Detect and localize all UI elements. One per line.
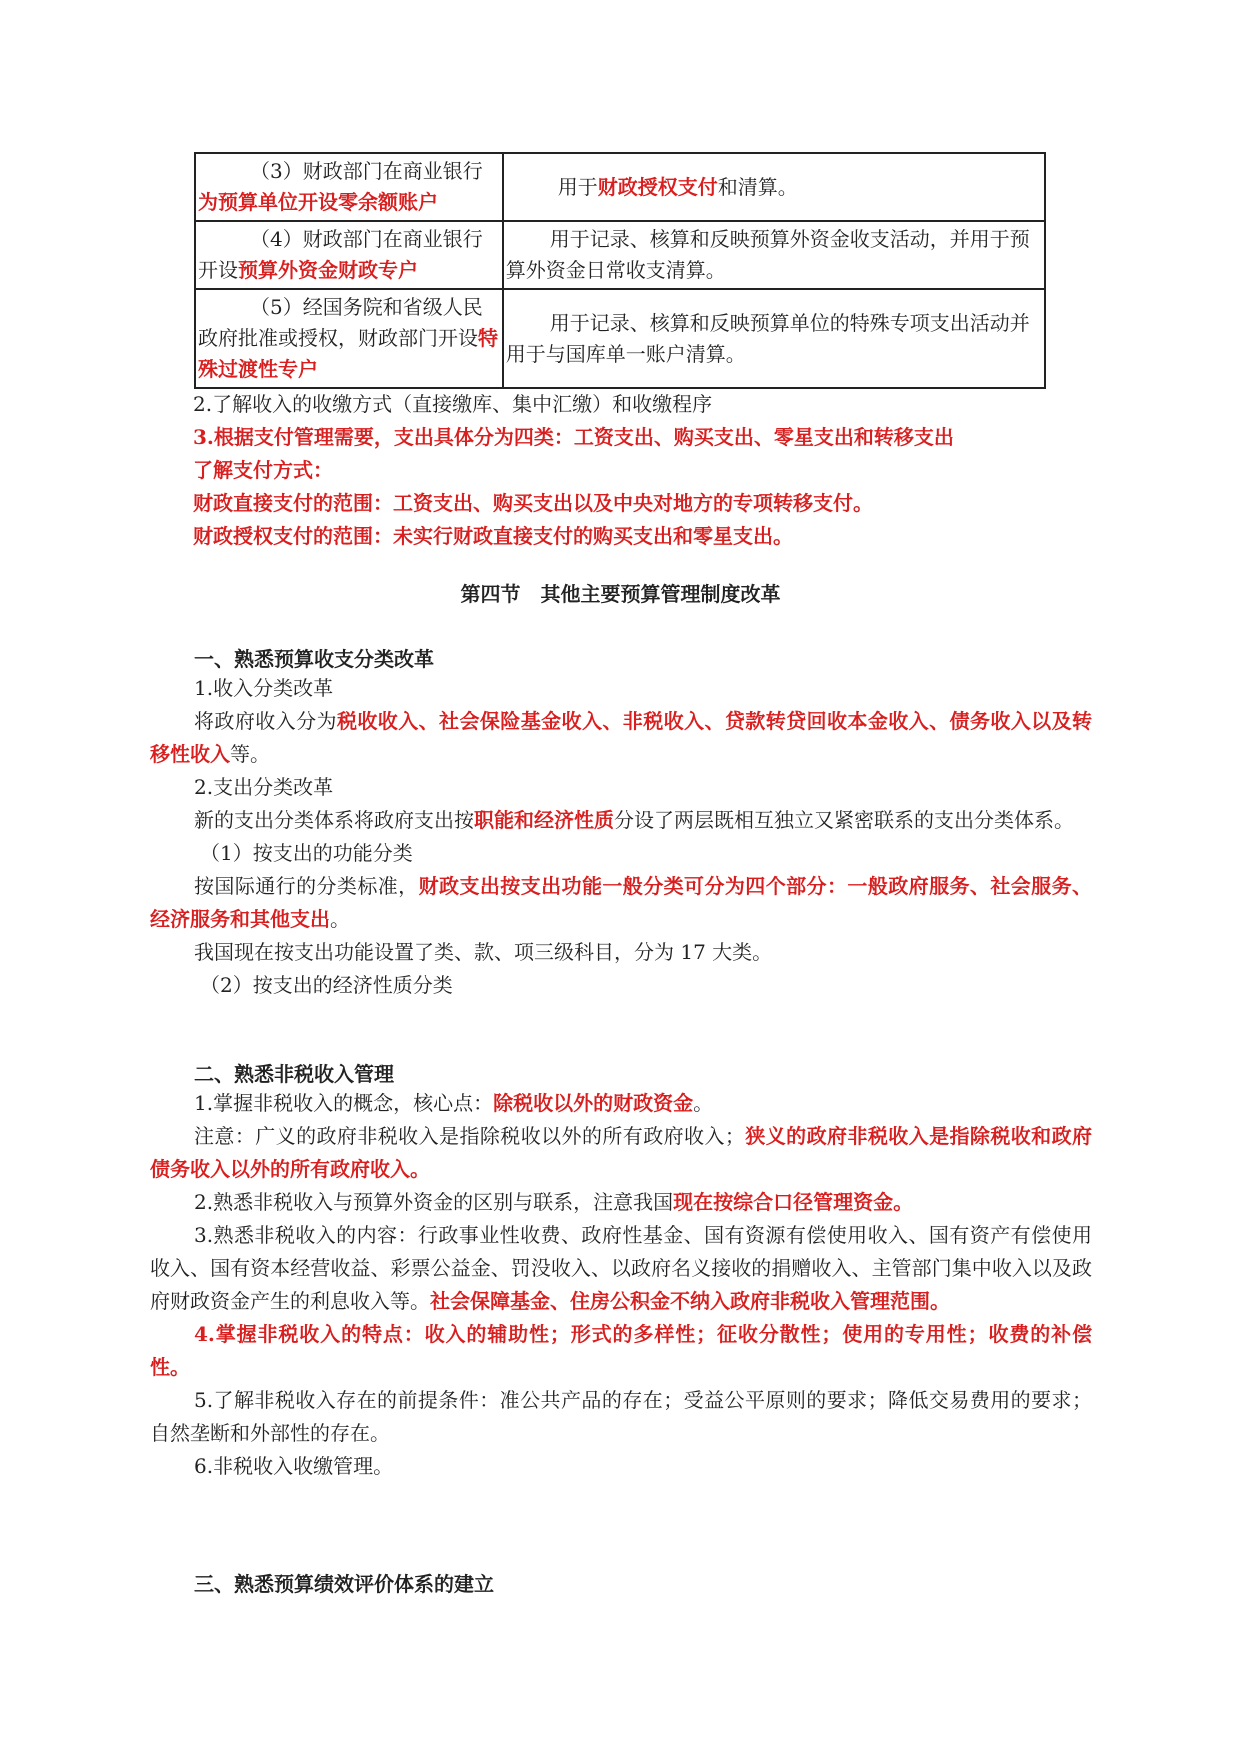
highlight-span: 社会保障基金、住房公积金不纳入政府非税收入管理范围。: [430, 1289, 950, 1313]
part2-heading: 二、熟悉非税收入管理: [194, 1062, 394, 1086]
table-row: [195, 153, 1045, 221]
paragraph: [150, 1087, 1092, 1120]
paragraph: 6.非税收入收缴管理。: [194, 1454, 394, 1478]
cell-highlight: 为预算单位开设零余额账户: [198, 190, 438, 214]
highlight-span: 狭义的政府非税收入是指除税收和政府债务收入以外的所有政府收入。: [150, 1124, 1093, 1181]
paragraph: [150, 1186, 1092, 1219]
cell-highlight: 特殊过渡性专户: [198, 326, 498, 381]
highlight-line: 财政直接支付的范围：工资支出、购买支出以及中央对地方的专项转移支付。: [193, 491, 873, 515]
table-row: [195, 289, 1045, 388]
highlight-paragraph: 4.掌握非税收入的特点：收入的辅助性；形式的多样性；征收分散性；使用的专用性；收费的补偿性。: [150, 1322, 1092, 1379]
paragraph: 我国现在按支出功能设置了类、款、项三级科目，分为 17 大类。: [194, 940, 773, 964]
table-cell: [195, 221, 503, 289]
text-span: 1.掌握非税收入的概念，核心点：: [194, 1091, 494, 1115]
section-title: 第四节 其他主要预算管理制度改革: [460, 582, 781, 606]
highlight-span: 税收收入、社会保险基金收入、非税收入、贷款转贷回收本金收入、债务收入以及转移性收入: [150, 709, 1093, 766]
table-cell: [503, 221, 1045, 289]
text-line: 2.了解收入的收缴方式（直接缴库、集中汇缴）和收缴程序: [193, 392, 713, 416]
part1-heading: 一、熟悉预算收支分类改革: [194, 647, 434, 671]
cell-highlight: 预算外资金财政专户: [238, 258, 418, 282]
cell-text: （4）财政部门在商业银行: [250, 227, 483, 251]
text-span: 注意：广义的政府非税收入是指除税收以外的所有政府收入；: [194, 1124, 745, 1148]
highlight-line: 了解支付方式：: [193, 458, 333, 482]
highlight-span: 财政支出按支出功能一般分类可分为四个部分：一般政府服务、社会服务、经济服务和其他支出: [150, 874, 1093, 931]
highlight-span: 职能和经济性质: [474, 808, 614, 832]
paragraph: 5.了解非税收入存在的前提条件：准公共产品的存在；受益公平原则的要求；降低交易费用的要求；自然垄断和外部性的存在。: [150, 1388, 1092, 1445]
paragraph: [150, 1120, 1092, 1186]
cell-text: 和清算。: [717, 174, 798, 199]
cell-highlight: 财政授权支付: [597, 174, 718, 199]
text-span: 新的支出分类体系将政府支出按: [194, 808, 474, 832]
cell-text: 用于记录、核算和反映预算外资金收支活动，并用于预算外资金日常收支清算。: [505, 227, 1030, 282]
subsection-title: 2.支出分类改革: [194, 775, 334, 799]
text-span: 。: [693, 1091, 714, 1115]
subsection-title: （1）按支出的功能分类: [200, 841, 413, 865]
text-span: 按国际通行的分类标准，: [194, 874, 419, 898]
part1-body: [150, 672, 1092, 1002]
text-span: 。: [330, 907, 350, 931]
paragraph: [150, 804, 1092, 837]
cell-text: （5）经国务院和省级人民政府批准或授权，财政部门开设: [198, 295, 483, 350]
subsection-title: 1.收入分类改革: [194, 676, 334, 700]
table-cell: [195, 153, 503, 221]
part3-heading: 三、熟悉预算绩效评价体系的建立: [194, 1572, 494, 1596]
subsection-title: （2）按支出的经济性质分类: [200, 973, 453, 997]
after-table-block: [193, 388, 1053, 553]
cell-text: 用于记录、核算和反映预算单位的特殊专项支出活动并用于与国库单一账户清算。: [505, 310, 1030, 366]
table-row: [195, 221, 1045, 289]
paragraph: [150, 1219, 1092, 1318]
cell-text: 用于: [557, 174, 598, 199]
table-cell: [503, 153, 1045, 221]
account-table: [194, 152, 1046, 389]
highlight-span: 现在按综合口径管理资金。: [673, 1190, 914, 1214]
highlight-line: 3.根据支付管理需要，支出具体分为四类：工资支出、购买支出、零星支出和转移支出: [193, 425, 954, 449]
text-span: 3.熟悉非税收入的内容：行政事业性收费、政府性基金、国有资源有偿使用收入、国有资产有偿使用收入、国有资本经营收益、彩票公益金、罚没收入、以政府名义接收的捐赠收入、主管部门集中收入以及政府财政资金产生的利息收入等。: [150, 1223, 1092, 1313]
part2-body: [150, 1087, 1092, 1483]
table-cell: [195, 289, 503, 388]
text-span: 分设了两层既相互独立又紧密联系的支出分类体系。: [614, 808, 1074, 832]
paragraph: [150, 870, 1092, 936]
highlight-span: 除税收以外的财政资金: [493, 1091, 694, 1115]
cell-text: 开设: [198, 258, 238, 282]
text-span: 2.熟悉非税收入与预算外资金的区别与联系，注意我国: [194, 1190, 674, 1214]
table-cell: [503, 289, 1045, 388]
cell-text: （3）财政部门在商业银行: [250, 159, 483, 183]
text-span: 将政府收入分为: [194, 709, 337, 733]
highlight-line: 财政授权支付的范围：未实行财政直接支付的购买支出和零星支出。: [193, 524, 793, 548]
text-span: 等。: [230, 742, 270, 766]
paragraph: [150, 705, 1092, 771]
